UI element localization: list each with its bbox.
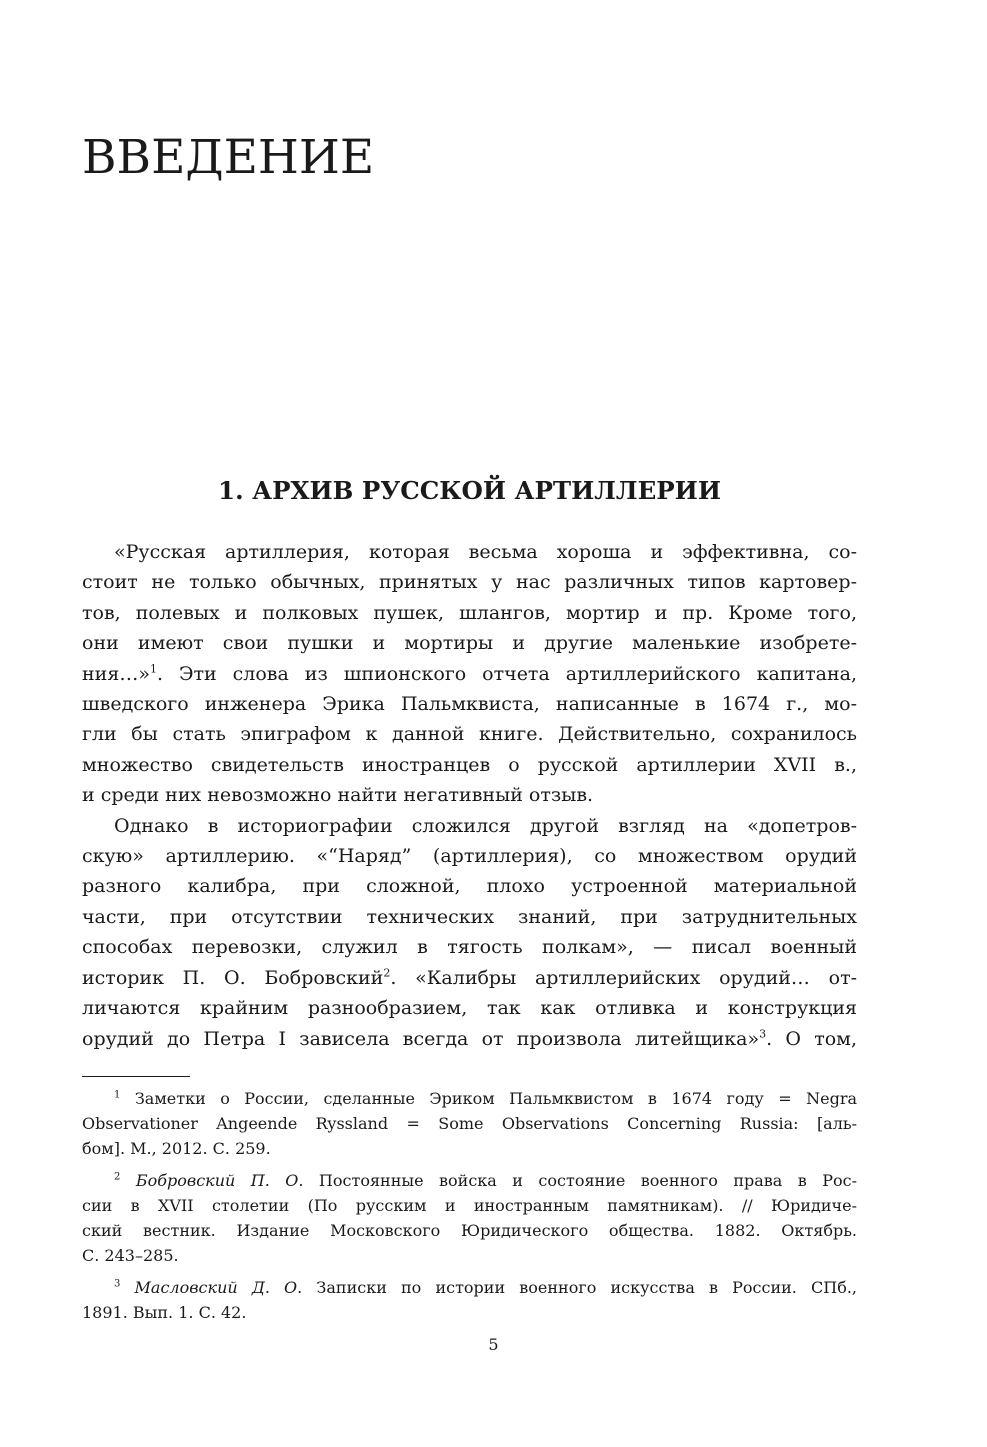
paragraph-2	[82, 811, 857, 1054]
footnote-line	[82, 1086, 857, 1111]
paragraph-line: шведского инженера Эрика Пальмквиста, написанные в 1674 г., мо-	[82, 693, 857, 716]
footnote-text: Записки по истории военного искусства в России. СПб.,	[302, 1278, 858, 1297]
paragraph-line: скую» артиллерию. «“Наряд” (артиллерия), со множеством орудий	[82, 845, 857, 868]
paragraph-line: способах перевозки, служил в тягость полкам», — писал военный	[82, 936, 857, 959]
paragraph-line: гли бы стать эпиграфом к данной книге. Действительно, сохранилось	[82, 723, 857, 746]
footnote-number: 3	[114, 1278, 121, 1290]
footnote-line	[82, 1168, 857, 1193]
footnote-number: 2	[114, 1171, 121, 1183]
footnote-line	[82, 1275, 857, 1300]
footnote-number: 1	[114, 1089, 121, 1101]
paragraph-text: орудий до Петра I зависела всегда от произвола литейщика»	[82, 1027, 760, 1050]
paragraph-text: историк П. О. Бобровский	[82, 966, 384, 989]
footnote-ref-2[interactable]: 2	[383, 966, 391, 980]
paragraph-line	[82, 659, 857, 689]
paragraph-line: они имеют свои пушки и мортиры и другие маленькие изобрете-	[82, 632, 857, 655]
footnote-divider	[82, 1076, 190, 1077]
paragraph-1	[82, 537, 857, 811]
page-number: 5	[488, 1335, 499, 1354]
chapter-title: ВВЕДЕНИЕ	[82, 130, 375, 185]
paragraph-text: . О том,	[766, 1027, 857, 1050]
paragraph-line: «Русская артиллерия, которая весьма хороша и эффективна, со-	[114, 541, 857, 563]
paragraph-line	[82, 963, 857, 993]
paragraph-line: личаются крайним разнообразием, так как отливка и конструкция	[82, 997, 857, 1020]
footnote-text: Заметки о России, сделанные Эриком Пальмквистом в 1674 году = Negra	[134, 1089, 858, 1108]
paragraph-line: стоит не только обычных, принятых у нас различных типов картовер-	[82, 571, 857, 594]
paragraph-line: Однако в историографии сложился другой взгляд на «допетров-	[114, 814, 857, 837]
paragraph-text: ния…»	[82, 662, 150, 685]
footnote-line: сии в XVII столетии (По русским и иностранным памятникам). // Юридиче-	[82, 1196, 857, 1215]
paragraph-line: части, при отсутствии технических знаний, при затруднительных	[82, 905, 857, 928]
paragraph-text: . «Калибры артиллерийских орудий… от-	[390, 966, 857, 989]
footnote-author: Масловский Д. О.	[134, 1278, 303, 1297]
section-heading: 1. АРХИВ РУССКОЙ АРТИЛЛЕРИИ	[218, 476, 721, 505]
footnote-line: Observationer Angeende Ryssland = Some Observations Concerning Russia: [аль-	[82, 1114, 857, 1133]
footnote-line: бом]. М., 2012. С. 259.	[82, 1139, 271, 1158]
footnote-ref-1[interactable]: 1	[149, 662, 157, 676]
footnotes	[82, 1086, 857, 1332]
paragraph-line	[82, 1024, 857, 1054]
paragraph-text: . Эти слова из шпионского отчета артиллерийского капитана,	[156, 662, 857, 685]
footnote-3	[82, 1275, 857, 1325]
footnote-1	[82, 1086, 857, 1161]
footnote-author: Бобровский П. О.	[135, 1171, 304, 1190]
paragraph-line: разного калибра, при сложной, плохо устроенной материальной	[82, 875, 857, 898]
footnote-line: 1891. Вып. 1. С. 42.	[82, 1303, 247, 1322]
footnote-2	[82, 1168, 857, 1268]
paragraph-line: и среди них невозможно найти негативный отзыв.	[82, 784, 594, 807]
paragraph-line: множество свидетельств иностранцев о русской артиллерии XVII в.,	[82, 753, 857, 776]
body-text	[82, 537, 857, 1054]
footnote-text: Постоянные войска и состояние военного права в Рос-	[303, 1171, 858, 1190]
footnote-line: ский вестник. Издание Московского Юридического общества. 1882. Октябрь.	[82, 1221, 857, 1240]
footnote-line: С. 243–285.	[82, 1246, 179, 1265]
footnote-ref-3[interactable]: 3	[759, 1027, 767, 1041]
paragraph-line: тов, полевых и полковых пушек, шлангов, мортир и пр. Кроме того,	[82, 601, 857, 624]
